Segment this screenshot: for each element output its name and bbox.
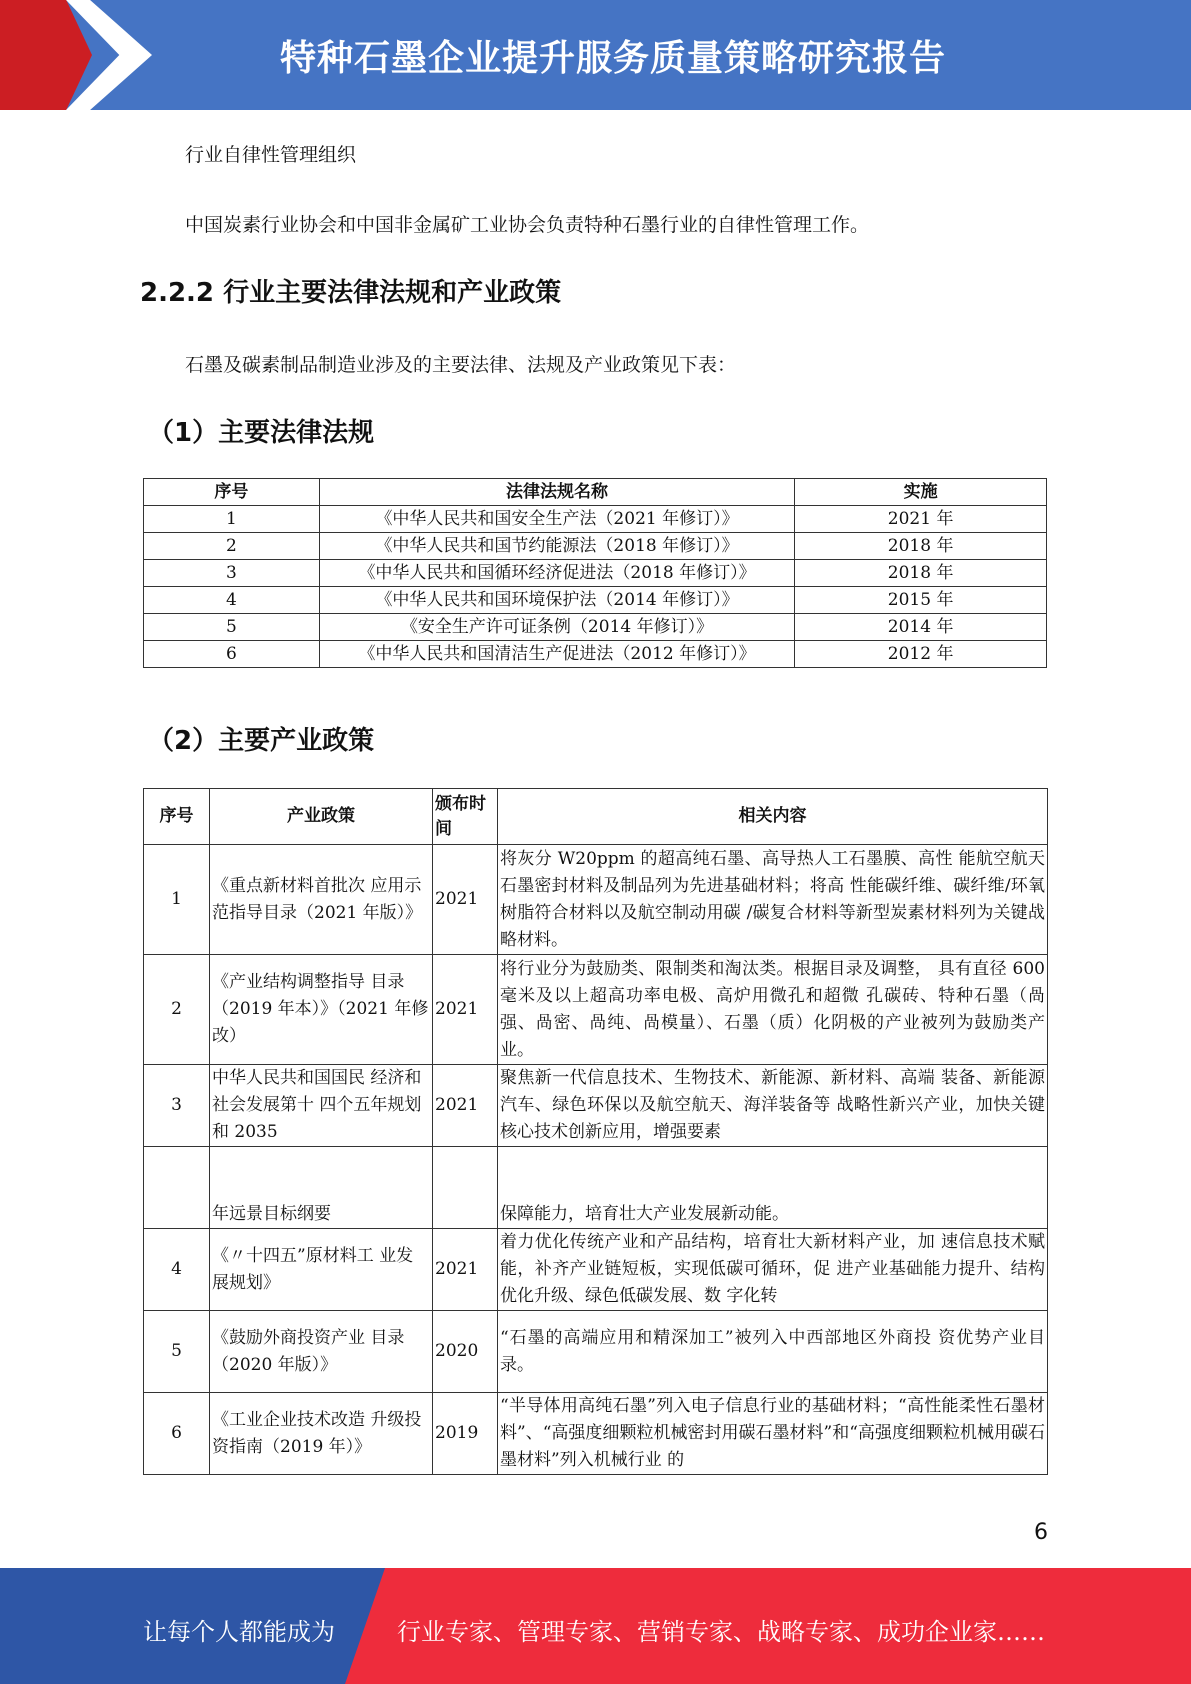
laws-cell-effective: 2021 年 (795, 506, 1047, 533)
table-row (144, 955, 1048, 1065)
laws-cell-name: 《中华人民共和国安全生产法（2021 年修订）》 (319, 506, 794, 533)
policies-cell-policy: 中华人民共和国国民 经济和社会发展第十 四个五年规划和 2035 (210, 1065, 433, 1147)
laws-header-effective: 实施 (795, 479, 1047, 506)
policies-table (143, 788, 1048, 1475)
policies-cell-index: 4 (144, 1229, 210, 1311)
header-red-arrow (0, 0, 92, 110)
policies-cell-date: 2021 (433, 845, 498, 955)
policies-cell-date: 2021 (433, 1229, 498, 1311)
laws-cell-name: 《中华人民共和国清洁生产促进法（2012 年修订）》 (319, 641, 794, 668)
table-row (144, 1229, 1048, 1311)
table-row (144, 1311, 1048, 1393)
policies-cell-index: 2 (144, 955, 210, 1065)
policies-heading: （2）主要产业政策 (148, 726, 375, 756)
policies-cell-policy: 《鼓励外商投资产业 目录（2020 年版）》 (210, 1311, 433, 1393)
table-row (144, 845, 1048, 955)
paragraph-self-regulation-body: 中国炭素行业协会和中国非金属矿工业协会负责特种石墨行业的自律性管理工作。 (185, 214, 870, 236)
laws-cell-name: 《安全生产许可证条例（2014 年修订）》 (319, 614, 794, 641)
policies-cell-content: “半导体用高纯石墨”列入电子信息行业的基础材料；“高性能柔性石墨材料”、“高强度细颗粒机械密封用碳石墨材料”和“高强度细颗粒机械用碳石墨材料”列入机械行业 的 (498, 1393, 1048, 1475)
policies-cell-policy: 《〃十四五”原材料工 业发展规划》 (210, 1229, 433, 1311)
table-row (144, 587, 1047, 614)
laws-cell-effective: 2012 年 (795, 641, 1047, 668)
policies-header-index: 序号 (144, 789, 210, 845)
laws-cell-effective: 2014 年 (795, 614, 1047, 641)
laws-cell-index: 2 (144, 533, 320, 560)
policies-header-date: 颁布时间 (433, 789, 498, 845)
laws-table (143, 478, 1047, 668)
policies-cell-policy: 《产业结构调整指导 目录（2019 年本）》（2021 年修改） (210, 955, 433, 1065)
laws-cell-index: 5 (144, 614, 320, 641)
policies-cell-date: 2021 (433, 1065, 498, 1147)
laws-header-name: 法律法规名称 (319, 479, 794, 506)
table-row (144, 1393, 1048, 1475)
table-row (144, 506, 1047, 533)
policies-cell-date: 2020 (433, 1311, 498, 1393)
laws-header-index: 序号 (144, 479, 320, 506)
laws-cell-index: 3 (144, 560, 320, 587)
policies-cell-content: 着力优化传统产业和产品结构，培育壮大新材料产业，加 速信息技术赋能，补齐产业链短板，实现低碳可循环，促 进产业基础能力提升、结构优化升级、绿色低碳发展、数 字化转 (498, 1229, 1048, 1311)
policies-cell-policy: 《工业企业技术改造 升级投资指南（2019 年）》 (210, 1393, 433, 1475)
policies-cell-index: 3 (144, 1065, 210, 1147)
page-title: 特种石墨企业提升服务质量策略研究报告 (280, 38, 947, 79)
laws-cell-name: 《中华人民共和国节约能源法（2018 年修订）》 (319, 533, 794, 560)
policies-cell-date: 2021 (433, 955, 498, 1065)
policies-cell-policy: 《重点新材料首批次 应用示范指导目录（2021 年版）》 (210, 845, 433, 955)
table-row (144, 1147, 1048, 1229)
policies-cell-content: 保障能力，培育壮大产业发展新动能。 (498, 1147, 1048, 1229)
laws-heading: （1）主要法律法规 (148, 418, 375, 448)
policies-header-content: 相关内容 (498, 789, 1048, 845)
footer-slogan-left: 让每个人都能成为 (143, 1618, 335, 1646)
policies-cell-index: 6 (144, 1393, 210, 1475)
section-heading: 2.2.2 行业主要法律法规和产业政策 (140, 278, 562, 308)
policies-cell-content: 聚焦新一代信息技术、生物技术、新能源、新材料、高端 装备、新能源汽车、绿色环保以及航空航天、海洋装备等 战略性新兴产业，加快关键核心技术创新应用，增强要素 (498, 1065, 1048, 1147)
laws-cell-effective: 2018 年 (795, 533, 1047, 560)
policies-cell-content: 将灰分 W20ppm 的超高纯石墨、高导热人工石墨膜、高性 能航空航天石墨密封材料及制品列为先进基础材料；将高 性能碳纤维、碳纤维/环氧树脂符合材料以及航空制动用碳 /碳复合材料等新型炭素材料列为关键战略材料。 (498, 845, 1048, 955)
table-row (144, 560, 1047, 587)
page-header (0, 0, 1191, 110)
page-number: 6 (1034, 1520, 1048, 1545)
policies-header-policy: 产业政策 (210, 789, 433, 845)
policies-cell-date (433, 1147, 498, 1229)
table-row (144, 533, 1047, 560)
laws-cell-effective: 2018 年 (795, 560, 1047, 587)
footer-slogan-right: 行业专家、管理专家、营销专家、战略专家、成功企业家…… (397, 1618, 1045, 1646)
policies-table-header (144, 789, 1048, 845)
laws-table-header (144, 479, 1047, 506)
laws-cell-index: 4 (144, 587, 320, 614)
policies-cell-date: 2019 (433, 1393, 498, 1475)
paragraph-intro: 石墨及碳素制品制造业涉及的主要法律、法规及产业政策见下表： (185, 354, 737, 376)
table-row (144, 614, 1047, 641)
laws-cell-name: 《中华人民共和国循环经济促进法（2018 年修订）》 (319, 560, 794, 587)
laws-cell-name: 《中华人民共和国环境保护法（2014 年修订）》 (319, 587, 794, 614)
table-row (144, 1065, 1048, 1147)
policies-cell-index: 1 (144, 845, 210, 955)
policies-cell-index: 5 (144, 1311, 210, 1393)
paragraph-self-regulation-title: 行业自律性管理组织 (185, 144, 357, 166)
laws-cell-index: 6 (144, 641, 320, 668)
laws-cell-index: 1 (144, 506, 320, 533)
policies-cell-index (144, 1147, 210, 1229)
table-row (144, 641, 1047, 668)
policies-cell-content: 将行业分为鼓励类、限制类和淘汰类。根据目录及调整， 具有直径 600 毫米及以上超高功率电极、高炉用微孔和超微 孔碳砖、特种石墨（咼强、咼密、咼纯、咼模量）、石墨（质）化阴极的产业被列为鼓励类产业。 (498, 955, 1048, 1065)
laws-cell-effective: 2015 年 (795, 587, 1047, 614)
policies-cell-policy: 年远景目标纲要 (210, 1147, 433, 1229)
policies-cell-content: “石墨的高端应用和精深加工”被列入中西部地区外商投 资优势产业目录。 (498, 1311, 1048, 1393)
